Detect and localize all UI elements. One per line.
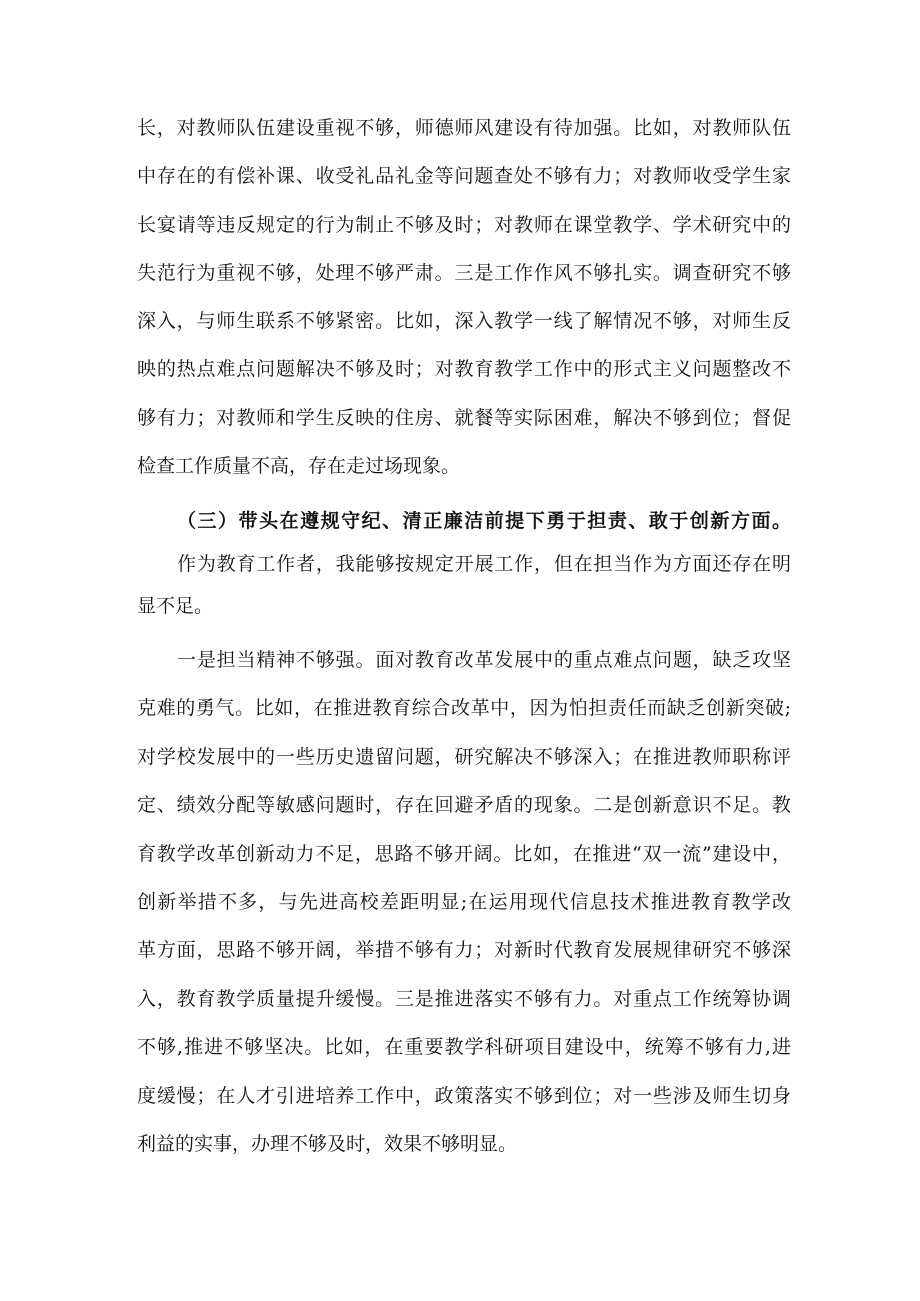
text-line: 长宴请等违反规定的行为制止不够及时；对教师在课堂教学、学术研究中的	[137, 213, 791, 236]
text-line: 利益的实事，办理不够及时，效果不够明显。	[137, 1132, 518, 1155]
text-line: 作为教育工作者，我能够按规定开展工作，但在担当作为方面还存在明	[177, 553, 791, 575]
text-line: 中存在的有偿补课、收受礼品礼金等问题查处不够有力；对教师收受学生家	[137, 165, 791, 188]
text-line: 失范行为重视不够，处理不够严肃。三是工作作风不够扎实。调查研究不够	[137, 261, 791, 284]
text-line: 检查工作质量不高，存在走过场现象。	[137, 455, 461, 478]
text-line: 深入，与师生联系不够紧密。比如，深入教学一线了解情况不够，对师生反	[137, 310, 791, 333]
text-line: 革方面，思路不够开阔，举措不够有力；对新时代教育发展规律研究不够深	[137, 939, 791, 962]
text-line: 不够,推进不够坚决。比如，在重要教学科研项目建设中，统筹不够有力,进	[137, 1036, 791, 1059]
text-line: 显不足。	[137, 595, 214, 617]
text-line: 创新举措不多，与先进高校差距明显;在运用现代信息技术推进教育教学改	[137, 890, 791, 913]
section-heading-text: （三）带头在遵规守纪、清正廉洁前提下勇于担责、敢于创新方面。	[177, 510, 791, 532]
text-line: 定、绩效分配等敏感问题时，存在回避矛盾的现象。二是创新意识不足。教	[137, 794, 791, 817]
text-line: 对学校发展中的一些历史遗留问题，研究解决不够深入；在推进教师职称评	[137, 745, 791, 768]
text-line: 一是担当精神不够强。面对教育改革发展中的重点难点问题，缺乏攻坚	[177, 649, 791, 671]
text-line: 长，对教师队伍建设重视不够，师德师风建设有待加强。比如，对教师队伍	[137, 117, 791, 139]
text-line: 克难的勇气。比如，在推进教育综合改革中，因为怕担责任而缺乏创新突破;	[137, 697, 791, 720]
text-line: 度缓慢；在人才引进培养工作中，政策落实不够到位；对一些涉及师生切身	[137, 1084, 791, 1107]
text-line: 映的热点难点问题解决不够及时；对教育教学工作中的形式主义问题整改不	[137, 358, 791, 381]
paragraph-2	[137, 543, 791, 627]
text-line: 入，教育教学质量提升缓慢。三是推进落实不够有力。对重点工作统筹协调	[137, 987, 791, 1010]
text-line: 够有力；对教师和学生反映的住房、就餐等实际困难，解决不够到位；督促	[137, 406, 791, 429]
paragraph-3	[137, 636, 791, 1168]
text-line: 育教学改革创新动力不足，思路不够开阔。比如，在推进“双一流”建设中，	[137, 842, 791, 865]
paragraph-1	[137, 104, 791, 490]
section-heading	[137, 497, 791, 545]
